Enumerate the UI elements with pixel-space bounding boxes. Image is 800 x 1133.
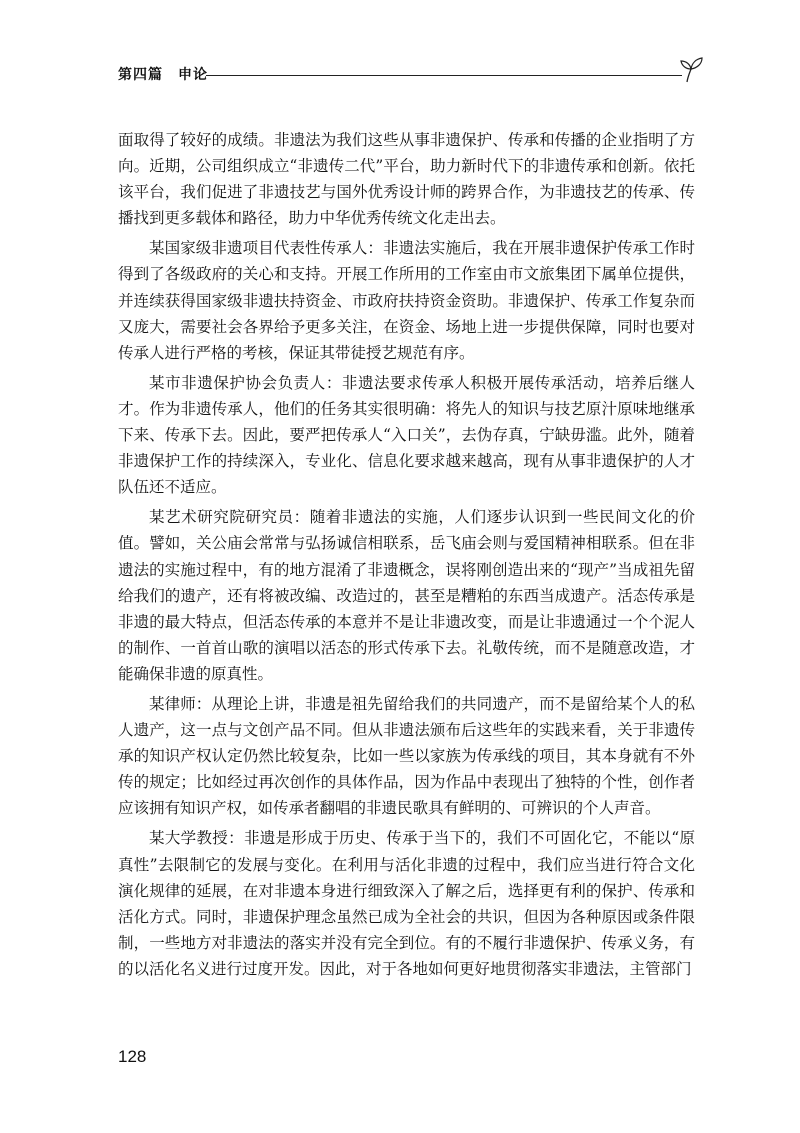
paragraph-5: 某律师：从理论上讲，非遗是祖先留给我们的共同遗产，而不是留给某个人的私人遗产，这一点与文创产品不同。但从非遗法颁布后这些年的实践来看，关于非遗传承的知识产权认定仍然比较复杂，比如一些以家族为传承线的项目，其本身就有不外传的规定；比如经过再次创作的具体作品，因为作品中表现出了独特的个性，创作者应该拥有知识产权，如传承者翻唱的非遗民歌具有鲜明的、可辨识的个人声音。 (118, 694, 695, 818)
paragraph-6: 某大学教授：非遗是形成于历史、传承于当下的，我们不可固化它，不能以“原真性”去限制它的发展与变化。在利用与活化非遗的过程中，我们应当进行符合文化演化规律的延展，在对非遗本身进行细致深入了解之后，选择更有利的保护、传承和活化方式。同时，非遗保护理念虽然已成为全社会的共识，但因为各种原因或条件限制，一些地方对非遗法的落实并没有完全到位。有的不履行非遗保护、传承义务，有的以活化名义进行过度开发。因此，对于各地如何更好地贯彻落实非遗法，主管部门 (118, 829, 695, 978)
body-text (118, 127, 695, 982)
sprout-icon (678, 56, 704, 84)
header-rule (206, 75, 682, 76)
paragraph-1: 面取得了较好的成绩。非遗法为我们这些从事非遗保护、传承和传播的企业指明了方向。近期，公司组织成立“非遗传二代”平台，助力新时代下的非遗传承和创新。依托该平台，我们促进了非遗技艺与国外优秀设计师的跨界合作，为非遗技艺的传承、传播找到更多载体和路径，助力中华优秀传统文化走出去。 (118, 131, 695, 228)
paragraph-4: 某艺术研究院研究员：随着非遗法的实施，人们逐步认识到一些民间文化的价值。譬如，关公庙会常常与弘扬诚信相联系，岳飞庙会则与爱国精神相联系。但在非遗法的实施过程中，有的地方混淆了非遗概念，误将刚创造出来的“现产”当成祖先留给我们的遗产，还有将被改编、改造过的，甚至是糟粕的东西当成遗产。活态传承是非遗的最大特点，但活态传承的本意并不是让非遗改变，而是让非遗通过一个个泥人的制作、一首首山歌的演唱以活态的形式传承下去。礼敬传统，而不是随意改造，才能确保非遗的原真性。 (118, 508, 695, 683)
paragraph-2: 某国家级非遗项目代表性传承人：非遗法实施后，我在开展非遗保护传承工作时得到了各级政府的关心和支持。开展工作所用的工作室由市文旅集团下属单位提供，并连续获得国家级非遗扶持资金、市政府扶持资金资助。非遗保护、传承工作复杂而又庞大，需要社会各界给予更多关注，在资金、场地上进一步提供保障，同时也要对传承人进行严格的考核，保证其带徒授艺规范有序。 (118, 239, 695, 362)
page-header (118, 56, 703, 86)
paragraph-3: 某市非遗保护协会负责人：非遗法要求传承人积极开展传承活动，培养后继人才。作为非遗传承人，他们的任务其实很明确：将先人的知识与技艺原汁原味地继承下来、传承下去。因此，要严把传承人“入口关”，去伪存真，宁缺毋滥。此外，随着非遗保护工作的持续深入，专业化、信息化要求越来越高，现有从事非遗保护的人才队伍还不适应。 (118, 373, 695, 497)
page-number: 128 (118, 1047, 147, 1066)
section-title: 第四篇 申论 (118, 67, 208, 83)
